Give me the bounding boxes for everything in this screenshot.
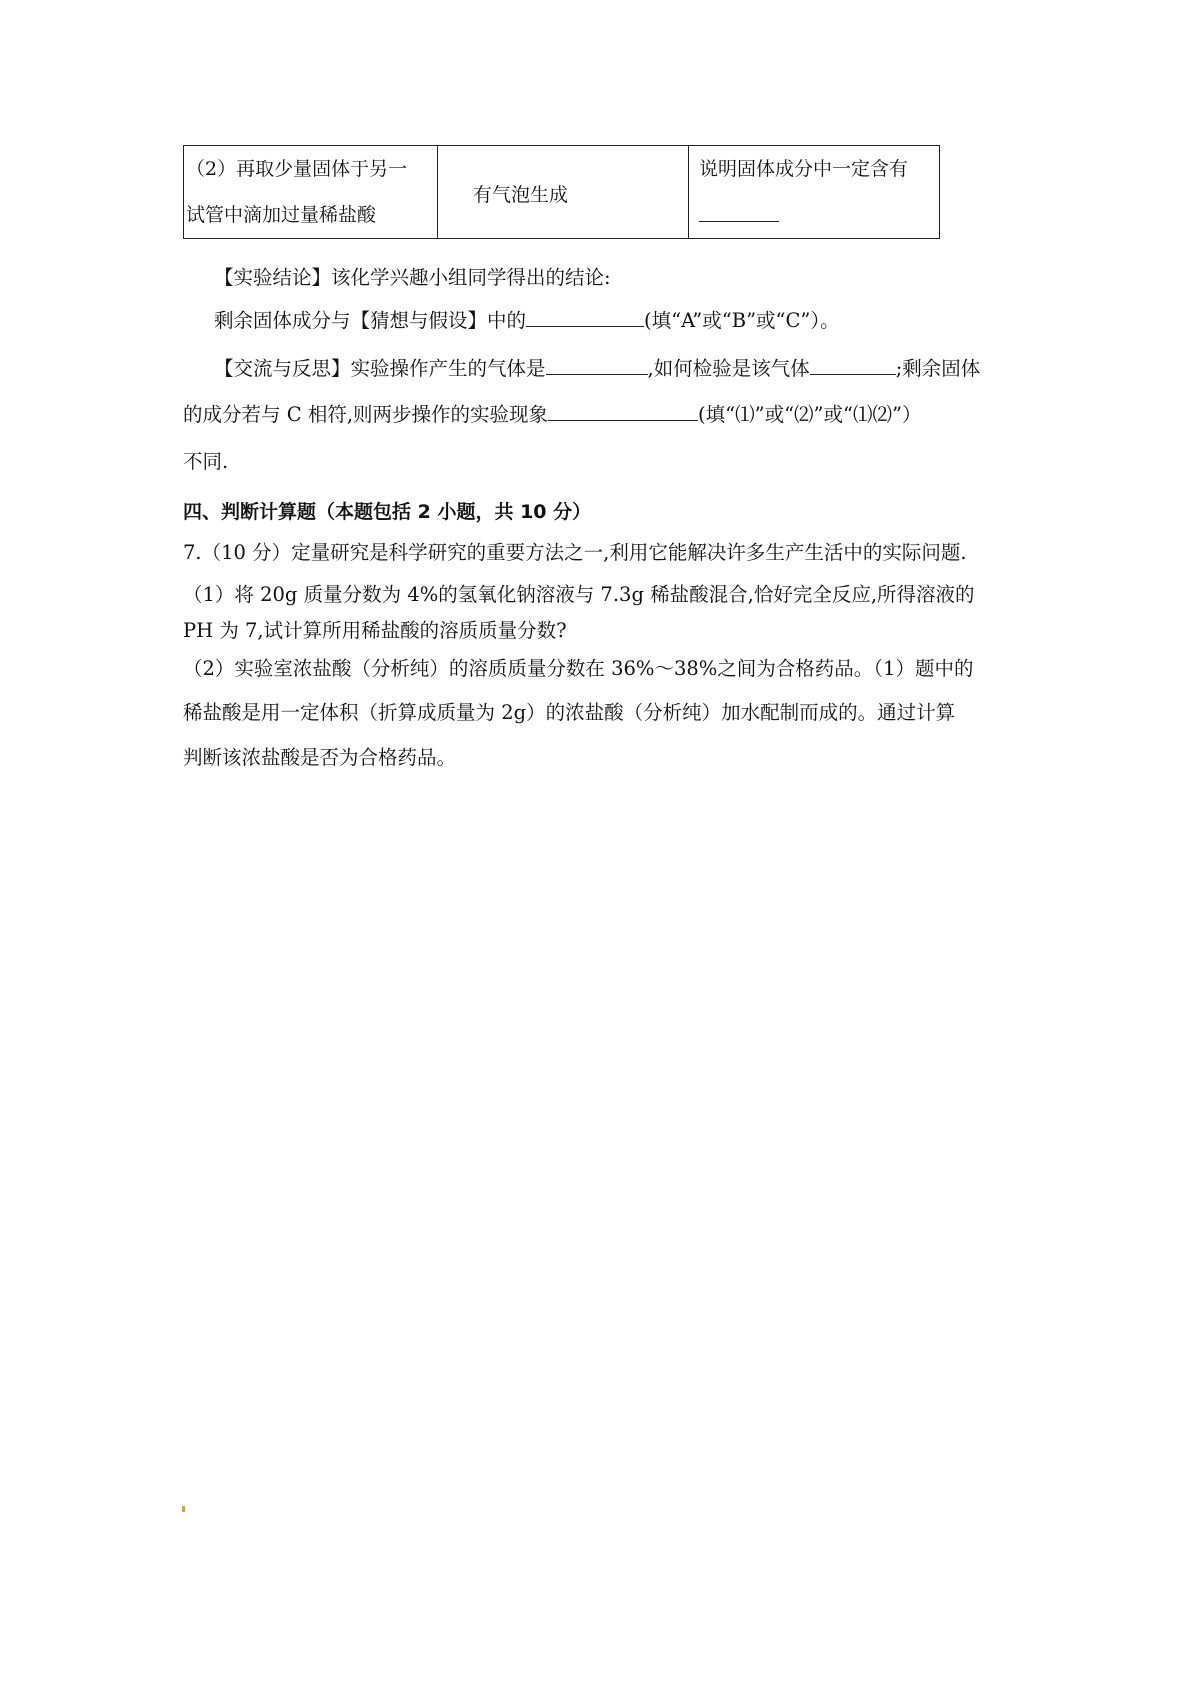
step-line-1: （2）再取少量固体于另一 <box>186 158 408 180</box>
phenomenon-text: 有气泡生成 <box>473 183 569 206</box>
reflection-text-d: 的成分若与 C 相符,则两步操作的实验现象 <box>183 403 549 426</box>
step-line-2: 试管中滴加过量稀盐酸 <box>186 204 377 226</box>
conclusion-line-2-text: 剩余固体成分与【猜想与假设】中的 <box>214 309 527 332</box>
reflection-text-b: ,如何检验是该气体 <box>647 357 810 380</box>
conclusion-cell <box>689 146 940 239</box>
conclusion-cell-text: 说明固体成分中一定含有 <box>699 157 909 180</box>
part-2-line-3: 判断该浓盐酸是否为合格药品。 <box>183 746 457 769</box>
answer-blank <box>546 354 648 375</box>
answer-blank <box>526 306 644 327</box>
experiment-table <box>183 145 940 239</box>
stray-mark <box>182 1506 185 1512</box>
conclusion-line-2-hint: (填“A”或“B”或“C”）。 <box>644 309 840 332</box>
reflection-line-1 <box>214 353 980 381</box>
part-1-line-1: （1）将 20g 质量分数为 4%的氢氧化钠溶液与 7.3g 稀盐酸混合,恰好完全反应,所得溶液的 <box>183 583 975 606</box>
section-heading: 四、判断计算题（本题包括 2 小题，共 10 分） <box>183 501 592 523</box>
question-7: 7.（10 分）定量研究是科学研究的重要方法之一,利用它能解决许多生产生活中的实际问题. <box>183 541 967 564</box>
part-2-line-2: 稀盐酸是用一定体积（折算成质量为 2g）的浓盐酸（分析纯）加水配制而成的。通过计算 <box>183 701 956 724</box>
phenomenon-cell <box>438 146 689 239</box>
step-cell <box>184 146 438 239</box>
reflection-line-3: 不同. <box>183 450 229 473</box>
reflection-line-2 <box>183 399 921 427</box>
conclusion-line-2 <box>214 305 840 333</box>
answer-blank <box>810 354 896 375</box>
answer-blank <box>548 400 698 421</box>
reflection-text-a: 【交流与反思】实验操作产生的气体是 <box>214 357 546 380</box>
reflection-text-c: ;剩余固体 <box>895 357 981 380</box>
part-1-line-2: PH 为 7,试计算所用稀盐酸的溶质质量分数? <box>183 619 567 642</box>
table-row <box>184 146 940 239</box>
conclusion-line-1: 【实验结论】该化学兴趣小组同学得出的结论: <box>214 266 611 289</box>
part-2-line-1: （2）实验室浓盐酸（分析纯）的溶质质量分数在 36%～38%之间为合格药品。（1）题中的 <box>183 657 974 680</box>
answer-blank <box>699 191 779 222</box>
reflection-text-e: (填“⑴”或“⑵”或“⑴⑵”） <box>698 403 922 426</box>
